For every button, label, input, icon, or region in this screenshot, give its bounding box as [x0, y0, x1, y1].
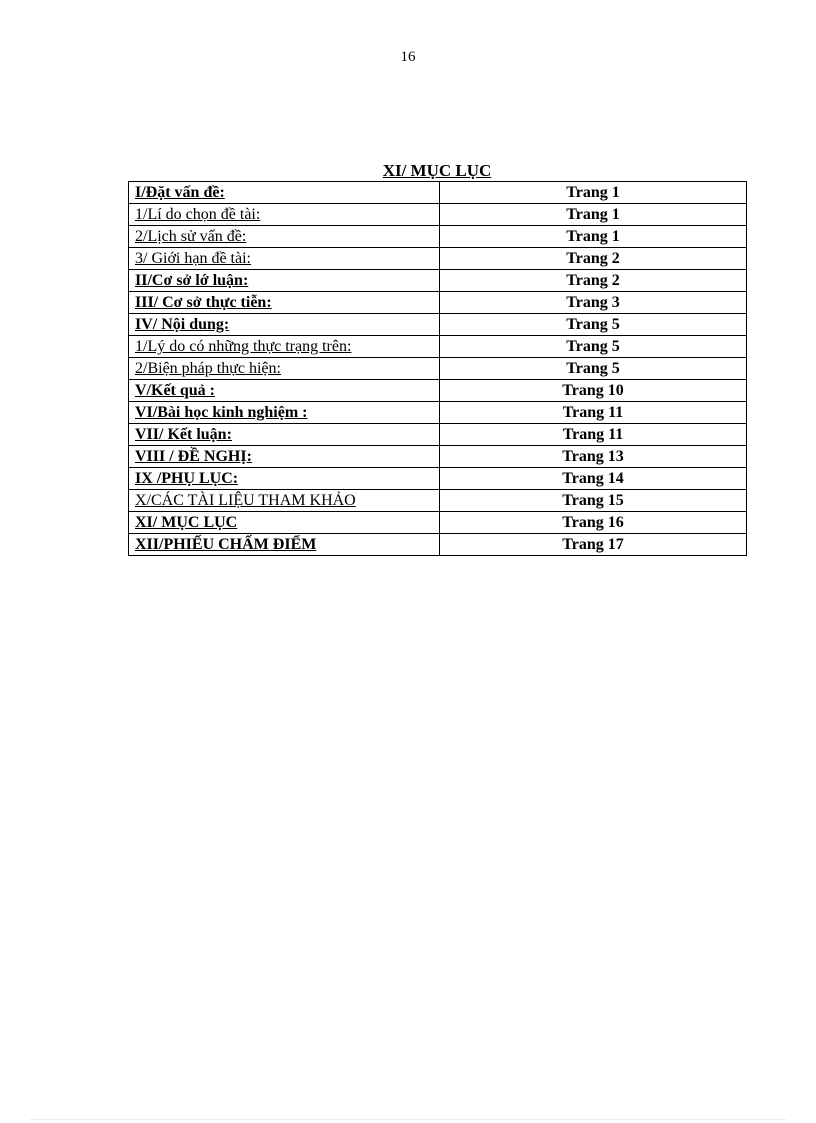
toc-entry-title: 1/Lý do có những thực trạng trên: — [129, 336, 440, 358]
table-row — [129, 512, 747, 534]
toc-entry-page: Trang 17 — [440, 534, 747, 556]
table-row — [129, 468, 747, 490]
toc-entry-title: VII/ Kết luận: — [129, 424, 440, 446]
toc-entry-title: VIII / ĐỀ NGHỊ: — [129, 446, 440, 468]
toc-entry-page: Trang 3 — [440, 292, 747, 314]
toc-entry-page: Trang 1 — [440, 204, 747, 226]
toc-entry-title: I/Đặt vấn đề: — [129, 182, 440, 204]
toc-entry-page: Trang 2 — [440, 270, 747, 292]
table-row — [129, 424, 747, 446]
table-row — [129, 490, 747, 512]
toc-entry-page: Trang 5 — [440, 358, 747, 380]
table-row — [129, 380, 747, 402]
toc-entry-page: Trang 13 — [440, 446, 747, 468]
toc-body — [129, 182, 747, 556]
page-bottom-edge — [30, 1119, 786, 1120]
page-number: 16 — [400, 49, 416, 65]
toc-entry-page: Trang 16 — [440, 512, 747, 534]
toc-entry-title: 2/Lịch sử vấn đề: — [129, 226, 440, 248]
table-row — [129, 226, 747, 248]
table-row — [129, 314, 747, 336]
toc-entry-title: VI/Bài học kinh nghiệm : — [129, 402, 440, 424]
table-row — [129, 446, 747, 468]
toc-entry-title: 1/Lí do chọn đề tài: — [129, 204, 440, 226]
toc-entry-title: IV/ Nội dung: — [129, 314, 440, 336]
toc-entry-title: XI/ MỤC LỤC — [129, 512, 440, 534]
toc-entry-page: Trang 2 — [440, 248, 747, 270]
toc-entry-title: IX /PHỤ LỤC: — [129, 468, 440, 490]
toc-table — [128, 181, 747, 556]
table-row — [129, 270, 747, 292]
toc-entry-page: Trang 11 — [440, 424, 747, 446]
toc-entry-page: Trang 14 — [440, 468, 747, 490]
toc-entry-title: XII/PHIẾU CHẤM ĐIỂM — [129, 534, 440, 556]
toc-entry-title: II/Cơ sở lớ luận: — [129, 270, 440, 292]
table-row — [129, 534, 747, 556]
toc-entry-page: Trang 5 — [440, 314, 747, 336]
toc-entry-page: Trang 11 — [440, 402, 747, 424]
toc-entry-title: III/ Cơ sở thực tiễn: — [129, 292, 440, 314]
toc-entry-page: Trang 15 — [440, 490, 747, 512]
toc-entry-title: V/Kết quả : — [129, 380, 440, 402]
toc-entry-page: Trang 1 — [440, 226, 747, 248]
toc-entry-title: 3/ Giới hạn đề tài: — [129, 248, 440, 270]
table-row — [129, 358, 747, 380]
table-row — [129, 402, 747, 424]
table-row — [129, 292, 747, 314]
toc-entry-title: X/CÁC TÀI LIỆU THAM KHẢO — [129, 490, 440, 512]
table-row — [129, 204, 747, 226]
table-row — [129, 182, 747, 204]
table-row — [129, 336, 747, 358]
toc-entry-page: Trang 1 — [440, 182, 747, 204]
toc-entry-title: 2/Biện pháp thực hiện: — [129, 358, 440, 380]
table-row — [129, 248, 747, 270]
toc-entry-page: Trang 5 — [440, 336, 747, 358]
toc-title: XI/ MỤC LỤC — [382, 161, 492, 180]
toc-entry-page: Trang 10 — [440, 380, 747, 402]
